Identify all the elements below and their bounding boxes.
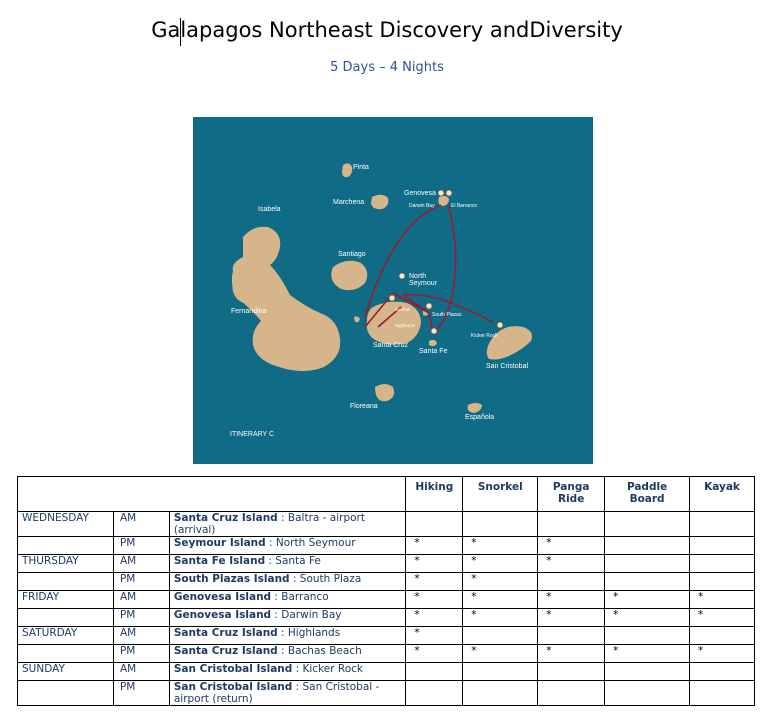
label-bachas: Bachas — [395, 307, 411, 312]
activity-mark — [463, 663, 538, 681]
time-cell: AM — [113, 512, 169, 537]
activity-mark: * — [463, 645, 538, 663]
activity-mark — [690, 512, 755, 537]
itinerary-map — [193, 117, 593, 464]
activity-mark: * — [605, 591, 690, 609]
table-row — [18, 681, 755, 706]
site-name: : Kicker Rock — [292, 663, 363, 675]
activity-mark — [690, 681, 755, 706]
header-kayak: Kayak — [690, 477, 755, 512]
activity-mark: * — [406, 555, 463, 573]
activity-mark — [690, 663, 755, 681]
label-highlands: Highlands — [395, 323, 416, 328]
header-paddle-board: Paddle Board — [605, 477, 690, 512]
island-genovesa — [439, 196, 450, 206]
activity-mark — [463, 627, 538, 645]
label-santa-fe: Santa Fe — [419, 348, 448, 355]
table-row — [18, 512, 755, 537]
site-name: : Bachas Beach — [277, 645, 362, 657]
pin-genovesa-1 — [438, 190, 444, 196]
island-small-1 — [354, 316, 360, 322]
activity-mark — [605, 512, 690, 537]
island-name: South Plazas Island — [173, 573, 290, 585]
island-name: Santa Fe Island — [173, 555, 266, 567]
location-cell — [169, 645, 405, 663]
activity-mark — [538, 663, 605, 681]
activity-mark — [690, 573, 755, 591]
activity-mark — [538, 627, 605, 645]
pin-kicker-rock — [497, 322, 503, 328]
activity-mark: * — [605, 609, 690, 627]
label-itinerary: ITINERARY C — [230, 431, 275, 438]
itinerary-table — [17, 476, 755, 706]
location-cell — [169, 512, 405, 537]
activity-mark — [605, 573, 690, 591]
activity-mark: * — [406, 591, 463, 609]
table-row — [18, 591, 755, 609]
site-name: : Darwin Bay — [271, 609, 342, 621]
table-row — [18, 609, 755, 627]
day-cell — [18, 681, 114, 706]
activity-mark — [690, 555, 755, 573]
table-header-row — [18, 477, 755, 512]
label-pinta: Pinta — [353, 164, 369, 171]
activity-mark: * — [463, 573, 538, 591]
island-pinta — [342, 163, 352, 177]
island-name: Genovesa Island — [173, 591, 272, 603]
activity-mark: * — [538, 591, 605, 609]
activity-mark — [605, 555, 690, 573]
header-blank — [18, 477, 406, 512]
site-name: : Highlands — [277, 627, 341, 639]
time-cell: AM — [113, 555, 169, 573]
day-cell — [18, 609, 114, 627]
activity-mark — [463, 512, 538, 537]
table-row — [18, 537, 755, 555]
location-cell — [169, 573, 405, 591]
activity-mark: * — [605, 645, 690, 663]
time-cell: PM — [113, 573, 169, 591]
day-cell: FRIDAY — [18, 591, 114, 609]
island-name: San Cristobal Island — [173, 681, 293, 693]
activity-mark: * — [690, 609, 755, 627]
label-kicker-rock: Kicker Rock — [471, 333, 498, 339]
activity-mark — [406, 681, 463, 706]
label-north-seymour-1: North — [409, 273, 427, 280]
table-row — [18, 663, 755, 681]
label-south-plazas: South Plazas — [432, 312, 462, 318]
location-cell — [169, 591, 405, 609]
header-hiking: Hiking — [406, 477, 463, 512]
location-cell — [169, 555, 405, 573]
label-santiago: Santiago — [338, 251, 366, 258]
island-name: Seymour Island — [173, 537, 266, 549]
site-name: : Barranco — [271, 591, 329, 603]
activity-mark: * — [406, 609, 463, 627]
time-cell: AM — [113, 591, 169, 609]
label-marchena: Marchena — [333, 199, 365, 206]
activity-mark: * — [463, 609, 538, 627]
island-fernandina — [232, 273, 267, 305]
activity-mark: * — [463, 537, 538, 555]
location-cell — [169, 537, 405, 555]
island-espanola — [468, 403, 482, 413]
day-cell — [18, 537, 114, 555]
site-name: : San Cristobal - airport (return) — [173, 681, 380, 705]
activity-mark — [406, 512, 463, 537]
activity-mark — [406, 663, 463, 681]
table-row — [18, 645, 755, 663]
time-cell: AM — [113, 663, 169, 681]
activity-mark — [690, 537, 755, 555]
time-cell: PM — [113, 681, 169, 706]
label-espanola: Española — [465, 414, 495, 421]
site-name: : Baltra - airport (arrival) — [173, 512, 365, 536]
table-row — [18, 573, 755, 591]
label-floreana: Floreana — [350, 403, 378, 410]
island-floreana — [375, 384, 394, 401]
island-name: Santa Cruz Island — [173, 512, 278, 524]
island-marchena — [371, 195, 388, 209]
activity-mark: * — [406, 537, 463, 555]
island-san-cristobal — [487, 326, 532, 359]
table-row — [18, 555, 755, 573]
activity-mark: * — [463, 591, 538, 609]
day-cell — [18, 645, 114, 663]
activity-mark: * — [406, 645, 463, 663]
activity-mark: * — [406, 573, 463, 591]
label-genovesa: Genovesa — [404, 190, 436, 197]
island-name: Genovesa Island — [173, 609, 272, 621]
header-snorkel: Snorkel — [463, 477, 538, 512]
label-san-cristobal: San Cristobal — [486, 363, 529, 370]
label-darwin-bay: Darwin Bay — [409, 203, 435, 209]
page-subtitle: 5 Days – 4 Nights — [330, 60, 444, 75]
day-cell: THURSDAY — [18, 555, 114, 573]
activity-mark: * — [538, 609, 605, 627]
site-name: : Santa Fe — [265, 555, 321, 567]
day-cell — [18, 573, 114, 591]
location-cell — [169, 681, 405, 706]
label-fernandina: Fernandina — [231, 308, 267, 315]
route-segment — [365, 205, 441, 317]
activity-mark — [605, 681, 690, 706]
table-row — [18, 627, 755, 645]
site-name: : South Plaza — [289, 573, 362, 585]
island-name: San Cristobal Island — [173, 663, 293, 675]
island-name: Santa Cruz Island — [173, 645, 278, 657]
activity-mark — [538, 681, 605, 706]
time-cell: PM — [113, 645, 169, 663]
activity-mark — [538, 573, 605, 591]
time-cell: PM — [113, 609, 169, 627]
activity-mark: * — [690, 645, 755, 663]
time-cell: AM — [113, 627, 169, 645]
activity-mark: * — [538, 555, 605, 573]
site-name: : North Seymour — [265, 537, 356, 549]
pin-genovesa-2 — [446, 190, 452, 196]
time-cell: PM — [113, 537, 169, 555]
activity-mark — [605, 537, 690, 555]
day-cell: WEDNESDAY — [18, 512, 114, 537]
island-name: Santa Cruz Island — [173, 627, 278, 639]
pin-santa-fe — [431, 328, 437, 334]
location-cell — [169, 663, 405, 681]
pin-south-plazas — [426, 303, 432, 309]
day-cell: SATURDAY — [18, 627, 114, 645]
activity-mark: * — [406, 627, 463, 645]
location-cell — [169, 627, 405, 645]
header-panga-ride: Panga Ride — [538, 477, 605, 512]
day-cell: SUNDAY — [18, 663, 114, 681]
islands — [232, 163, 532, 413]
location-cell — [169, 609, 405, 627]
page-title: Galapagos Northeast Discovery andDiversity — [151, 18, 623, 42]
label-santa-cruz: Santa Cruz — [373, 342, 409, 349]
activity-mark: * — [538, 537, 605, 555]
activity-mark — [605, 627, 690, 645]
island-santiago — [331, 261, 367, 290]
pin-north-seymour — [399, 273, 405, 279]
label-north-seymour-2: Seymour — [409, 280, 438, 287]
map-graphic — [193, 117, 593, 464]
label-isabela: Isabela — [258, 206, 281, 213]
activity-mark: * — [690, 591, 755, 609]
activity-mark — [463, 681, 538, 706]
island-santa-fe — [429, 340, 437, 346]
label-el-barranco: El Barranco — [451, 203, 478, 209]
activity-mark — [538, 512, 605, 537]
activity-mark — [690, 627, 755, 645]
pin-bachas — [389, 295, 395, 301]
activity-mark: * — [538, 645, 605, 663]
activity-mark — [605, 663, 690, 681]
activity-mark: * — [463, 555, 538, 573]
